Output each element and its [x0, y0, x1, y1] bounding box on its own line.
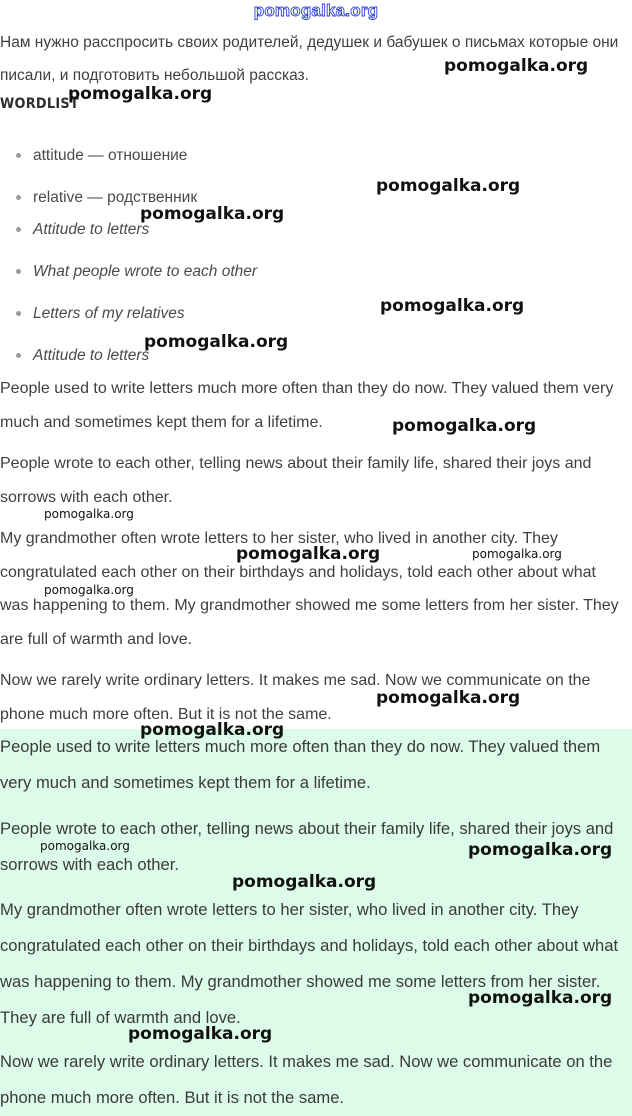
site-header-logo[interactable]: pomogalka.org	[253, 1, 379, 20]
watermark-text: pomogalka.org	[468, 840, 613, 860]
list-item-text: Attitude to letters	[33, 347, 150, 364]
watermark-text: pomogalka.org	[376, 176, 521, 196]
watermark-text: pomogalka.org	[44, 583, 134, 597]
list-item-text: What people wrote to each other	[33, 263, 258, 280]
answer-paragraph: People used to write letters much more often than they do now. They valued them very much and sometimes kept them for a lifetime.	[0, 737, 601, 792]
watermark-text: pomogalka.org	[472, 547, 562, 561]
answer-paragraph: My grandmother often wrote letters to her sister, who lived in another city. They congratulated each other on their birthdays and holidays, told each other about what was happening to them. My grandmother showed me some letters from her sister. They are full of warmth and love.	[0, 900, 619, 1027]
list-item-text: Attitude to letters	[33, 221, 150, 238]
watermark-text: pomogalka.org	[376, 688, 521, 708]
watermark-text: pomogalka.org	[140, 720, 285, 740]
story-paragraph: Now we rarely write ordinary letters. It makes me sad. Now we communicate on the phone much more often. But it is not the same.	[0, 672, 591, 723]
list-item	[0, 305, 185, 323]
watermark-text: pomogalka.org	[236, 544, 381, 564]
story-paragraph: People used to write letters much more often than they do now. They valued them very much and sometimes kept them for a lifetime.	[0, 380, 614, 431]
wordlist-title: WORDLIST	[0, 96, 80, 112]
watermark-text: pomogalka.org	[140, 204, 285, 224]
watermark-text: pomogalka.org	[392, 416, 537, 436]
watermark-text: pomogalka.org	[380, 296, 525, 316]
watermark-text: pomogalka.org	[68, 84, 213, 104]
watermark-text: pomogalka.org	[444, 56, 589, 76]
list-item	[0, 221, 149, 239]
bullet-icon	[16, 195, 21, 200]
bullet-icon	[16, 311, 21, 316]
bullet-icon	[16, 227, 21, 232]
list-item-text: relative — родственник	[33, 189, 198, 206]
answer-highlight-box	[0, 729, 632, 1116]
list-item	[0, 347, 149, 365]
watermark-text: pomogalka.org	[44, 507, 134, 521]
list-item-text: attitude — отношение	[33, 147, 188, 164]
watermark-text: pomogalka.org	[40, 839, 130, 853]
watermark-text: pomogalka.org	[128, 1024, 273, 1044]
bullet-icon	[16, 269, 21, 274]
story-paragraph: My grandmother often wrote letters to her sister, who lived in another city. They congratulated each other on their birthdays and holidays, told each other about what was happening to them. My grandmother showed me some letters from her sister. They are full of warmth and love.	[0, 530, 619, 648]
list-item	[0, 263, 257, 281]
bullet-icon	[16, 153, 21, 158]
answer-paragraph: People wrote to each other, telling news about their family life, shared their joys and sorrows with each other.	[0, 819, 614, 874]
story-paragraph: People wrote to each other, telling news about their family life, shared their joys and sorrows with each other.	[0, 455, 592, 506]
list-item	[0, 147, 187, 165]
watermark-text: pomogalka.org	[468, 988, 613, 1008]
list-item-text: Letters of my relatives	[33, 305, 185, 322]
bullet-icon	[16, 353, 21, 358]
task-intro: Нам нужно расспросить своих родителей, дедушек и бабушек о письмах которые они писали, и подготовить небольшой рассказ.	[0, 34, 619, 84]
watermark-text: pomogalka.org	[144, 332, 289, 352]
watermark-text: pomogalka.org	[232, 872, 377, 892]
answer-paragraph: Now we rarely write ordinary letters. It makes me sad. Now we communicate on the phone much more often. But it is not the same.	[0, 1052, 613, 1107]
